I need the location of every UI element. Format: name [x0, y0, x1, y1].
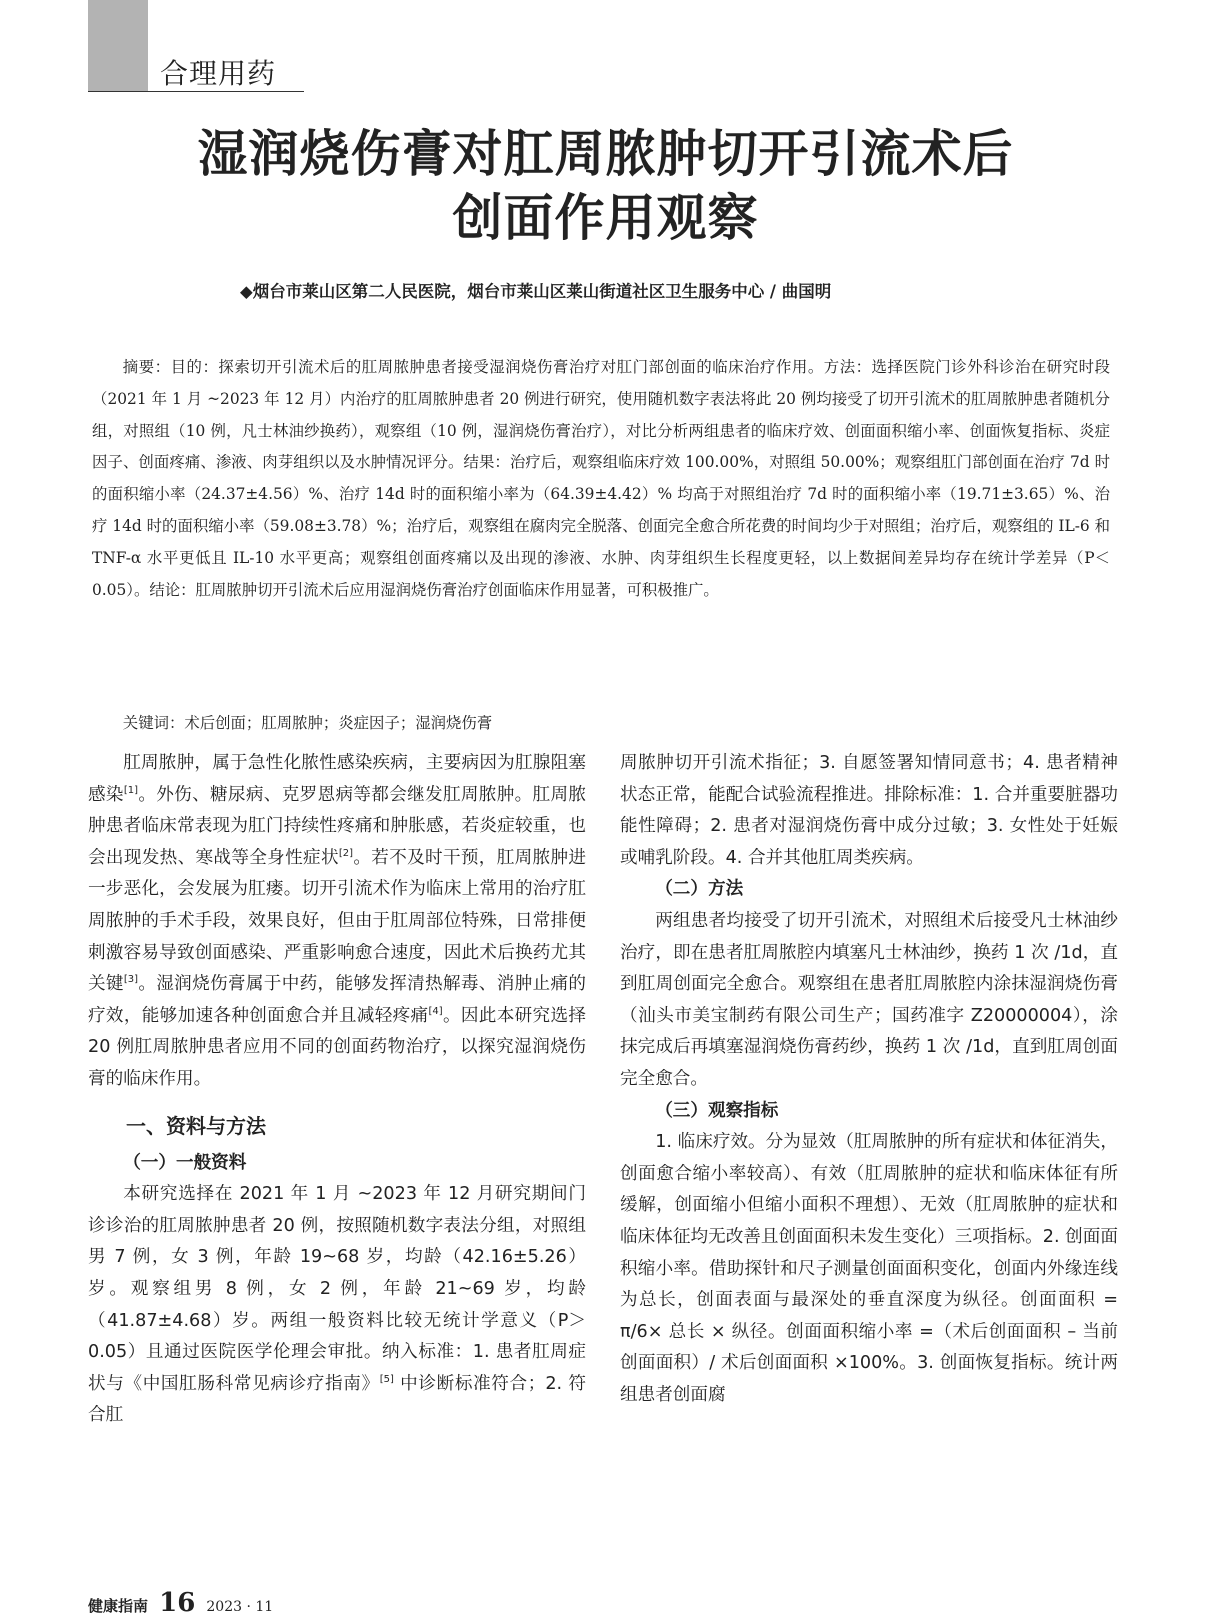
- general-data-paragraph: [88, 1179, 586, 1432]
- section-label: 合理用药: [160, 57, 277, 90]
- article-title-line-1: 湿润烧伤膏对肛周脓肿切开引流术后: [197, 125, 1014, 183]
- abstract-text: 摘要：目的：探索切开引流术后的肛周脓肿患者接受湿润烧伤膏治疗对肛门部创面的临床治疗作用。方法：选择医院门诊外科诊治在研究时段（2021 年 1 月 ~2023 年 12 月）内治疗的肛周脓肿患者 20 例进行研究，使用随机数字表法将此 20 例均接受了切开引流术的肛周脓肿患者随机分组，对照组（10 例，凡士林油纱换药），观察组（10 例，湿润烧伤膏治疗），对比分析两组患者的临床疗效、创面面积缩小率、创面恢复指标、炎症因子、创面疼痛、渗液、肉芽组织以及水肿情况评分。结果：治疗后，观察组临床疗效 100.00%，对照组 50.00%；观察组肛门部创面在治疗 7d 时的面积缩小率（24.37±4.56）%、治疗 14d 时的面积缩小率为（64.39±4.42）% 均高于对照组治疗 7d 时的面积缩小率（19.71±3.65）%、治疗 14d 时的面积缩小率（59.08±3.78）%；治疗后，观察组在腐肉完全脱落、创面完全愈合所花费的时间均少于对照组；治疗后，观察组的 IL-6 和 TNF-α 水平更低且 IL-10 水平更高；观察组创面疼痛以及出现的渗液、水肿、肉芽组织生长程度更轻，以上数据间差异均存在统计学差异（P＜0.05）。结论：肛周脓肿切开引流术后应用湿润烧伤膏治疗创面临床作用显著，可积极推广。: [92, 358, 1110, 599]
- methods-paragraph: 两组患者均接受了切开引流术，对照组术后接受凡士林油纱治疗，即在患者肛周脓腔内填塞凡士林油纱，换药 1 次 /1d，直到肛周创面完全愈合。观察组在患者肛周脓腔内涂抹湿润烧伤膏（汕头市美宝制药有限公司生产；国药准字 Z20000004），涂抹完成后再填塞湿润烧伤膏药纱，换药 1 次 /1d，直到肛周创面完全愈合。: [620, 910, 1118, 1089]
- section-tab-marker: [88, 0, 148, 92]
- journal-name: 健康指南: [88, 1597, 149, 1615]
- text-run: 。湿润烧伤膏属于中药，能够发挥清热解毒、消肿止痛的疗效，能够加速各种创面愈合并且减轻疼痛: [88, 974, 586, 1026]
- text-run: 。外伤、糖尿病、克罗恩病等都会继发肛周脓肿。肛周脓肿患者临床常表现为肛门持续性疼痛和肿胀感，若炎症较重，也会出现发热、寒战等全身性症状: [88, 784, 586, 868]
- text-run: 肛周脓肿，属于急性化脓性感染疾病，主要病因为肛腺阻塞感染: [88, 753, 586, 805]
- citation: [4]: [428, 1005, 443, 1017]
- citation: [5]: [379, 1373, 394, 1385]
- text-run: 中诊断标准符合；2. 符合肛: [88, 1373, 586, 1426]
- text-run: 本研究选择在 2021 年 1 月 ~2023 年 12 月研究期间门诊诊治的肛周脓肿患者 20 例，按照随机数字表法分组，对照组男 7 例，女 3 例，年龄 19~68 岁，均龄（42.16±5.26）岁。观察组男 8 例，女 2 例，年龄 21~69 岁，均龄（41.87±4.68）岁。两组一般资料比较无统计学意义（P＞0.05）且通过医院医学伦理会审批。纳入标准：1. 患者肛周症状与《中国肛肠科常见病诊疗指南》: [88, 1184, 586, 1394]
- section-heading: 一、资料与方法: [126, 1113, 266, 1138]
- page-footer: [88, 1588, 273, 1618]
- subsection-heading: （二）方法: [655, 879, 744, 900]
- abstract: [92, 352, 1110, 606]
- subsection-heading: （一）一般资料: [123, 1152, 247, 1173]
- section-rule: [88, 91, 304, 92]
- page-number: 16: [159, 1588, 196, 1618]
- intro-paragraph: [88, 748, 586, 1096]
- issue-date: 2023 · 11: [206, 1599, 274, 1615]
- text-run: 。因此本研究选择 20 例肛周脓肿患者应用不同的创面药物治疗，以探究湿润烧伤膏的临床作用。: [88, 1005, 586, 1089]
- citation: [2]: [338, 847, 354, 859]
- citation: [3]: [123, 974, 139, 986]
- subsection-heading: （三）观察指标: [655, 1100, 779, 1121]
- indicators-paragraph: 1. 临床疗效。分为显效（肛周脓肿的所有症状和体征消失，创面愈合缩小率较高）、有效（肛周脓肿的症状和临床体征有所缓解，创面缩小但缩小面积不理想）、无效（肛周脓肿的症状和临床体征均无改善且创面面积未发生变化）三项指标。2. 创面面积缩小率。借助探针和尺子测量创面面积变化，创面内外缘连线为总长，创面表面与最深处的垂直深度为纵径。创面面积 = π/6× 总长 × 纵径。创面面积缩小率 =（术后创面面积 – 当前创面面积）/ 术后创面面积 ×100%。3. 创面恢复指标。统计两组患者创面腐: [620, 1132, 1118, 1405]
- citation: [1]: [123, 784, 139, 796]
- body-column-left: [88, 748, 586, 1432]
- article-title-line-2: 创面作用观察: [452, 189, 759, 247]
- text-run: 。若不及时干预，肛周脓肿进一步恶化，会发展为肛瘘。切开引流术作为临床上常用的治疗肛周脓肿的手术手段，效果良好，但由于肛周部位特殊，日常排便刺激容易导致创面感染、严重影响愈合速度，因此术后换药尤其关键: [88, 847, 586, 995]
- keywords: 关键词：术后创面；肛周脓肿；炎症因子；湿润烧伤膏: [122, 714, 493, 732]
- criteria-paragraph: 周脓肿切开引流术指征；3. 自愿签署知情同意书；4. 患者精神状态正常，能配合试验流程推进。排除标准：1. 合并重要脏器功能性障碍；2. 患者对湿润烧伤膏中成分过敏；3. 女性处于妊娠或哺乳阶段。4. 合并其他肛周类疾病。: [620, 753, 1118, 868]
- author-affiliation: ◆烟台市莱山区第二人民医院，烟台市莱山区莱山街道社区卫生服务中心 / 曲国明: [240, 282, 832, 301]
- body-column-right: [620, 748, 1118, 1411]
